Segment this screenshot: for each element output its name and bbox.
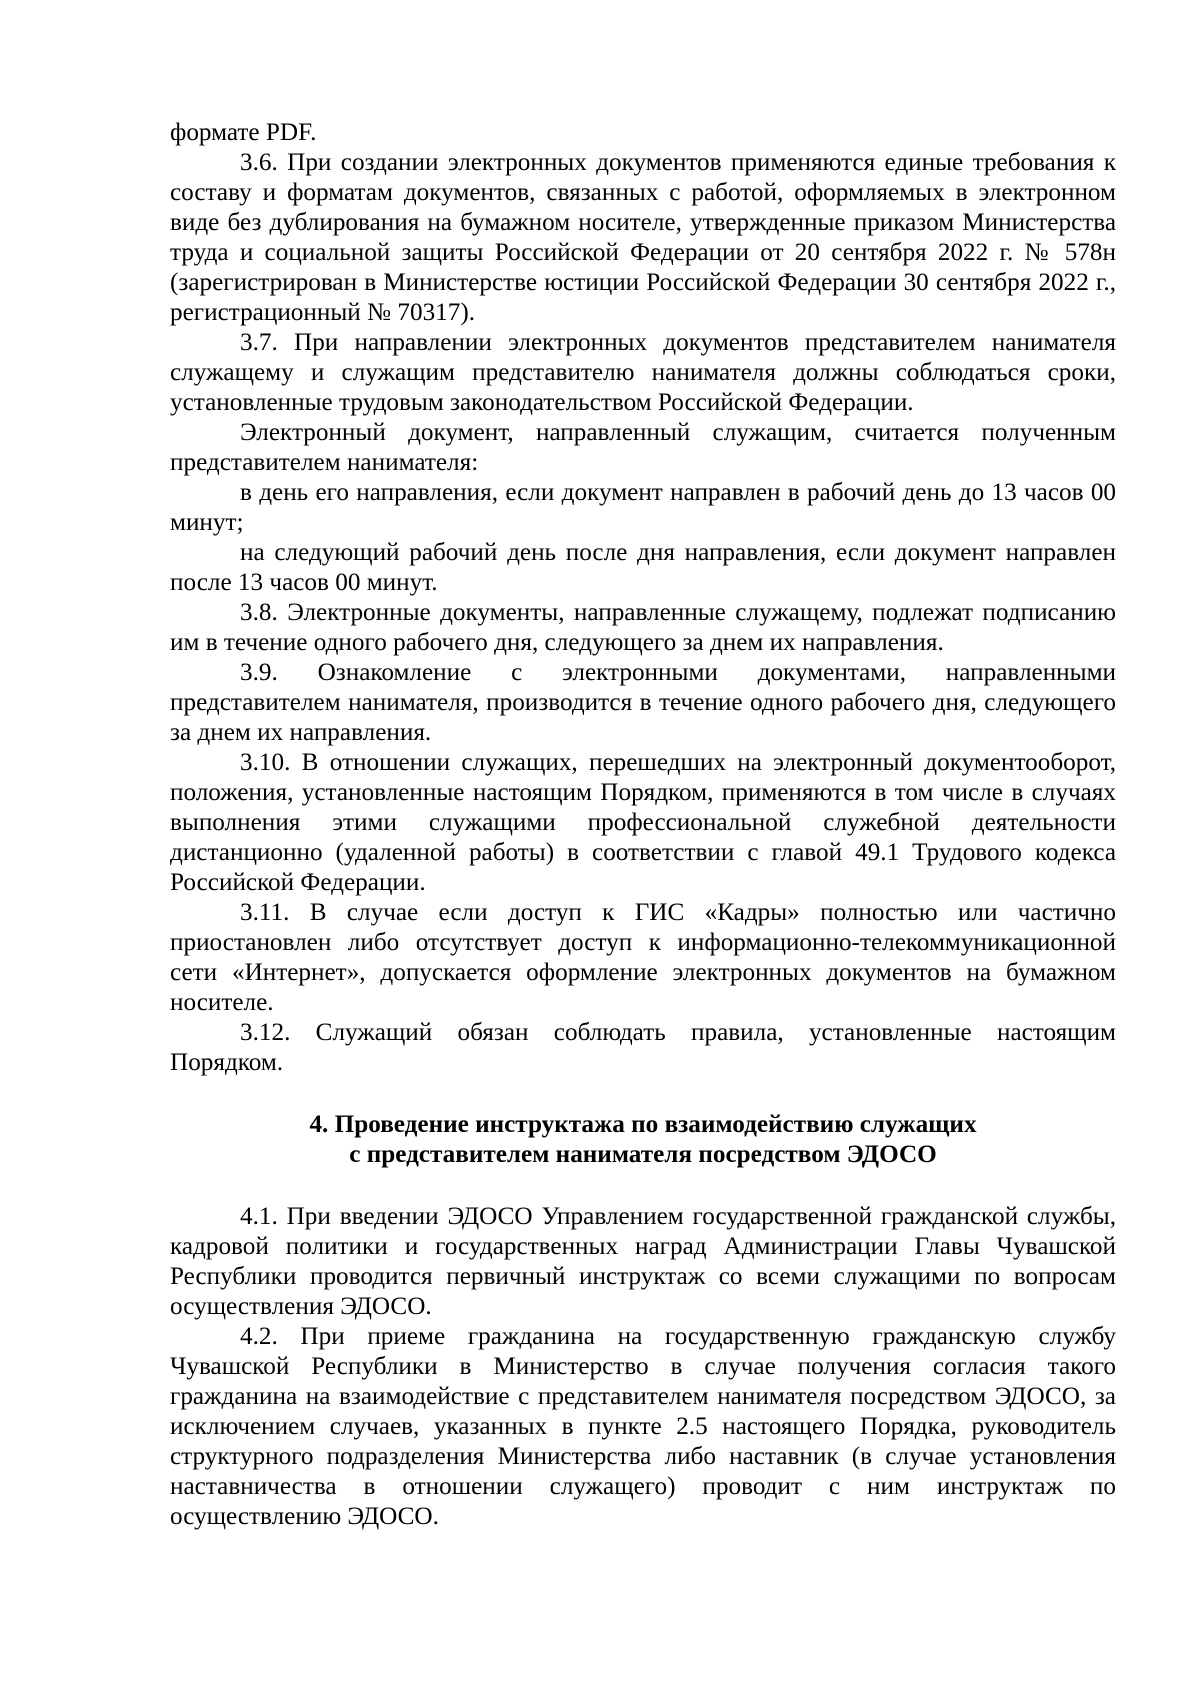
- section-heading-line-2: с представителем нанимателя посредством ЭДОСО: [349, 1141, 937, 1168]
- paragraph-3-12: 3.12. Служащий обязан соблюдать правила, установленные настоящим Порядком.: [170, 1019, 1116, 1076]
- paragraph-4-2: 4.2. При приеме гражданина на государственную гражданскую службу Чувашской Республики в Министерство в случае получения согласия такого гражданина на взаимодействие с представителем нанимателя посредством ЭДОСО, за исключением случаев, указанных в пункте 2.5 настоящего Порядка, руководитель структурного подразделения Министерства либо наставник (в случае установления наставничества в отношении служащего) проводит с ним инструктаж по осуществлению ЭДОСО.: [170, 1323, 1116, 1530]
- document-page: [170, 118, 1116, 1532]
- paragraph-4-1: 4.1. При введении ЭДОСО Управлением государственной гражданской службы, кадровой политики и государственных наград Администрации Главы Чувашской Республики проводится первичный инструктаж со всеми служащими по вопросам осуществления ЭДОСО.: [170, 1203, 1116, 1320]
- paragraph-3-6: 3.6. При создании электронных документов применяются единые требования к составу и форматам документов, связанных с работой, оформляемых в электронном виде без дублирования на бумажном носителе, утвержденные приказом Министерства труда и социальной защиты Российской Федерации от 20 сентября 2022 г. № 578н (зарегистрирован в Министерстве юстиции Российской Федерации 30 сентября 2022 г., регистрационный № 70317).: [170, 149, 1116, 326]
- paragraph-3-8: 3.8. Электронные документы, направленные служащему, подлежат подписанию им в течение одного рабочего дня, следующего за днем их направления.: [170, 599, 1116, 656]
- paragraph-3-11: 3.11. В случае если доступ к ГИС «Кадры» полностью или частично приостановлен либо отсутствует доступ к информационно-телекоммуникационной сети «Интернет», допускается оформление электронных документов на бумажном носителе.: [170, 899, 1116, 1016]
- paragraph-continuation: формате PDF.: [170, 119, 317, 146]
- paragraph-3-7: 3.7. При направлении электронных документов представителем нанимателя служащему и служащим представителю нанимателя должны соблюдаться сроки, установленные трудовым законодательством Российской Федерации.: [170, 329, 1116, 416]
- paragraph-3-9: 3.9. Ознакомление с электронными документами, направленными представителем нанимателя, производится в течение одного рабочего дня, следующего за днем их направления.: [170, 659, 1116, 746]
- paragraph-3-10: 3.10. В отношении служащих, перешедших на электронный документооборот, положения, установленные настоящим Порядком, применяются в том числе в случаях выполнения этими служащими профессиональной служебной деятельности дистанционно (удаленной работы) в соответствии с главой 49.1 Трудового кодекса Российской Федерации.: [170, 749, 1116, 896]
- paragraph-received-definition: Электронный документ, направленный служащим, считается полученным представителем нанимателя:: [170, 419, 1116, 476]
- section-4-heading: [170, 1110, 1116, 1170]
- section-heading-line-1: 4. Проведение инструктажа по взаимодействию служащих: [309, 1111, 977, 1138]
- paragraph-same-day: в день его направления, если документ направлен в рабочий день до 13 часов 00 минут;: [170, 479, 1116, 536]
- paragraph-next-day: на следующий рабочий день после дня направления, если документ направлен после 13 часов 00 минут.: [170, 539, 1116, 596]
